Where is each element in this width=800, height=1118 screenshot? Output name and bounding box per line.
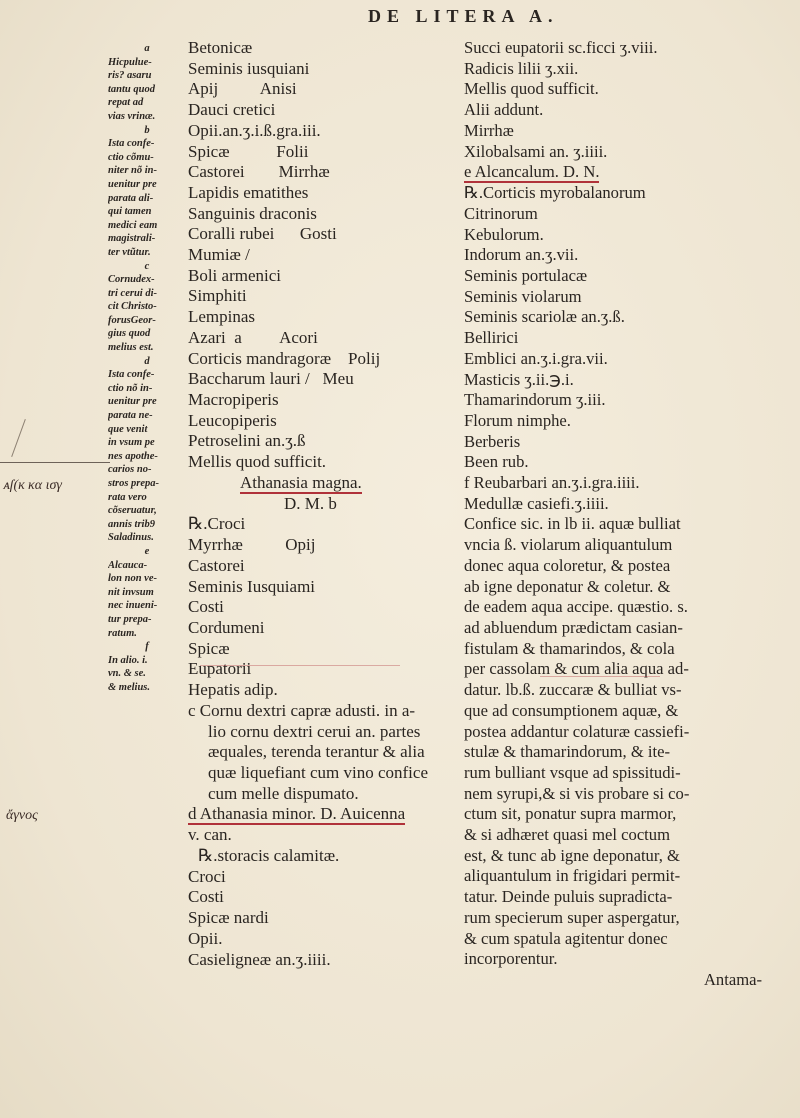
text-line: ℞.Croci [188,514,246,534]
text-line: v. can. [188,825,232,845]
text-line: fistulam & thamarindos, & cola [464,638,675,658]
text-line: Castorei Mirrhæ [188,162,330,182]
gloss-line: carios no- [108,464,152,476]
text-line: quæ liquefiant cum vino confice [208,762,428,782]
gloss-line: ratum. [108,627,137,639]
margin-rule [0,462,110,463]
text-line: aliquantulum in frigidari permit- [464,866,681,886]
text-line: Mellis quod sufficit. [464,79,599,99]
text-line: lio cornu dextri cerui an. partes [208,721,421,741]
gloss-line: parata ali- [108,192,154,204]
text-line: postea addantur colaturæ cassiefi- [464,721,690,741]
gloss-line: Cornudex- [108,274,155,286]
text-line: f Reubarbari an.ʒ.i.gra.iiii. [464,473,640,493]
text-line: Cordumeni [188,617,265,637]
text-line: Indorum an.ʒ.vii. [464,245,579,265]
text-line: Mirrhæ [464,120,514,140]
text-line: & si adhæret quasi mel coctum [464,825,670,845]
text-line: Seminis Iusquiami [188,576,316,596]
gloss-line: niter nõ in- [108,165,158,177]
text-line: ℞.Corticis myrobalanorum [464,183,646,203]
text-line: Sanguinis draconis [188,203,317,223]
gloss-line: lon non ve- [108,573,158,585]
text-line: Opii. [188,928,223,948]
gloss-line: ris? asaru [108,70,152,82]
gloss-line: Ista confe- [108,138,155,150]
text-line-heading [188,804,468,825]
text-line: Corticis mandragoræ Polij [188,348,381,368]
text-line: vncia ß. violarum aliquantulum [464,535,673,555]
text-line: Myrrhæ Opij [188,535,316,555]
gloss-line: nit invsum [108,586,154,598]
text-line: Seminis portulacæ [464,266,588,286]
gloss-line: medici eam [108,219,158,231]
gloss-line: que venit [108,423,148,435]
text-line: per cassolam & cum alia aqua ad- [464,659,689,679]
text-line: incorporentur. [464,949,558,969]
gloss-line: cit Christo- [108,301,157,313]
text-line: que ad consumptionem aquæ, & [464,700,679,720]
gloss-line: a [144,43,150,54]
text-line: donec aqua coloretur, & postea [464,555,671,575]
gloss-line: magistrali- [108,233,156,245]
text-line: Lempinas [188,307,256,327]
gloss-line: b [144,124,150,136]
text-line: rum bulliant vsque ad spissitudi- [464,762,681,782]
text-line: Betonicæ [188,38,253,57]
gloss-line: Alcauca- [108,559,148,571]
gloss-line: In alio. i. [108,654,148,666]
text-line: Croci [188,866,226,886]
gloss-line: Saladinus. [108,532,154,544]
text-line: ab igne deponatur & coletur. & [464,576,671,596]
text-line: æquales, terenda terantur & alia [208,742,425,762]
gloss-line: annis trib9 [108,518,155,530]
text-line: Boli armenici [188,265,282,285]
text-line: Emblici an.ʒ.i.gra.vii. [464,348,608,368]
text-line: stulæ & thamarindorum, & ite- [464,742,671,762]
recipe-heading-athanasia-magna: Athanasia magna. [240,472,362,492]
recipe-heading-alcancalum: e Alcancalum. D. N. [464,162,600,182]
gloss-line: tri cerui di- [108,287,157,299]
text-line: Casieligneæ an.ʒ.iiii. [188,949,331,969]
gloss-line: cõseruatur, [108,505,157,517]
text-line: ctum sit, ponatur supra marmor, [464,804,677,824]
gloss-line: stros prepa- [108,478,160,489]
gloss-line: vias vrinæ. [108,110,156,122]
gloss-line: parata ne- [108,410,153,422]
gloss-line: e [144,545,150,557]
text-line: Apij Anisi [188,79,297,99]
text-line: Radicis lilii ʒ.xii. [464,58,579,78]
gloss-line: uenitur pre [108,396,157,408]
gloss-line: tantu quod [108,83,155,95]
gloss-line: rata vero [108,491,147,503]
text-line: nem syrupi,& si vis probare si co- [464,783,690,803]
text-line: Coralli rubei Gosti [188,224,337,244]
text-line: cum melle dispumato. [208,783,359,803]
text-line: Mumiæ / [188,245,250,265]
text-line: c Cornu dextri capræ adusti. in a- [188,700,416,720]
gloss-line: uenitur pre [108,178,157,190]
catchword: Antama- [703,969,762,989]
margin-pen-stroke [11,419,26,457]
gloss-line: Ista confe- [108,369,155,381]
gloss-line: vn. & se. [108,668,146,680]
text-line: Xilobalsami an. ʒ.iiii. [464,141,608,161]
gloss-line: forusGeor- [108,314,156,326]
text-line: Azari a Acori [188,327,318,347]
gloss-line: gius quod [108,328,151,340]
text-line: Spicæ Folii [188,141,309,161]
gloss-line: d [144,355,150,367]
text-line: Seminis iusquiani [188,58,310,78]
text-line: est, & tunc ab igne deponatur, & [464,845,680,865]
text-line: Masticis ʒ.ii.℈.i. [464,369,574,389]
gloss-column [108,42,186,695]
text-line: Bellirici [464,328,519,348]
gloss-line: c [144,260,150,272]
text-line: Opii.an.ʒ.i.ß.gra.iii. [188,120,321,140]
text-line: Mellis quod sufficit. [188,452,327,472]
text-line: de eadem aqua accipe. quæstio. s. [464,597,688,617]
gloss-line: ctio nõ in- [108,382,153,394]
text-line: Alii addunt. [464,100,544,120]
text-line: & cum spatula agitentur donec [464,928,668,948]
text-line: datur. lb.ß. zuccaræ & bulliat vs- [464,680,682,700]
text-line: Castorei [188,555,245,575]
text-line: Berberis [464,431,521,451]
text-line: Spicæ [188,638,230,658]
text-line: Macropiperis [188,389,279,409]
text-line: Leucopiperis [188,410,277,430]
text-line: Succi eupatorii sc.ficci ʒ.viii. [464,38,658,57]
text-line: Lapidis ematithes [188,182,309,202]
gloss-line: nes apothe- [108,450,158,462]
gloss-line: ctio cõmu- [108,151,154,163]
margin-handwriting-1: ᴀſ(ᴋ κα ισγ [4,478,62,493]
middle-text-column [188,38,468,970]
text-line: Been rub. [464,452,529,472]
margin-handwriting-2: ἄγνος [6,808,38,823]
gloss-line: ter vtũtur. [108,246,151,258]
text-line: tatur. Deinde puluis supradicta- [464,887,673,907]
gloss-line: Hicpulue- [108,56,152,68]
recipe-heading-wrap [188,473,468,494]
text-line: ad abluendum prædictam casian- [464,617,683,637]
text-line: Baccharum lauri / Meu [188,369,354,389]
recipe-heading-athanasia-minor: d Athanasia minor. D. Auicenna [188,804,406,824]
text-line: Costi [188,887,224,907]
text-line: Dauci cretici [188,100,276,120]
text-line: Eupatorii [188,659,252,679]
gloss-line: nec inueni- [108,600,158,612]
gloss-line: tur prepa- [108,613,152,625]
text-line: Simphiti [188,286,247,306]
text-line: Spicæ nardi [188,908,269,928]
text-line: Seminis violarum [464,286,582,306]
faint-red-mark [200,665,400,666]
text-line: ℞.storacis calamitæ. [198,846,340,866]
gloss-line: in vsum pe [108,437,155,449]
text-line: Confice sic. in lb ii. aquæ bulliat [464,514,681,534]
text-line: Costi [188,597,224,617]
text-line: D. M. b [284,493,337,513]
gloss-line: melius est. [108,342,154,354]
text-line: Petroselini an.ʒ.ß [188,431,306,451]
gloss-line: & melius. [108,681,151,693]
text-line: Hepatis adip. [188,680,278,700]
gloss-line: f [145,641,149,653]
text-line: rum specierum super aspergatur, [464,907,680,927]
text-line: Medullæ casiefi.ʒ.iiii. [464,493,609,513]
faint-red-mark [540,676,660,677]
running-title: DE LITERA A. [368,6,559,26]
text-line-heading [464,162,764,183]
text-line: Citrinorum [464,203,538,223]
gloss-line: qui tamen [108,206,152,218]
text-line: Kebulorum. [464,224,544,244]
right-text-column [464,38,764,991]
gloss-line: repat ad [108,97,144,109]
text-line: Thamarindorum ʒ.iii. [464,390,606,410]
text-line: Seminis scariolæ an.ʒ.ß. [464,307,625,327]
text-line: Florum nimphe. [464,410,571,430]
